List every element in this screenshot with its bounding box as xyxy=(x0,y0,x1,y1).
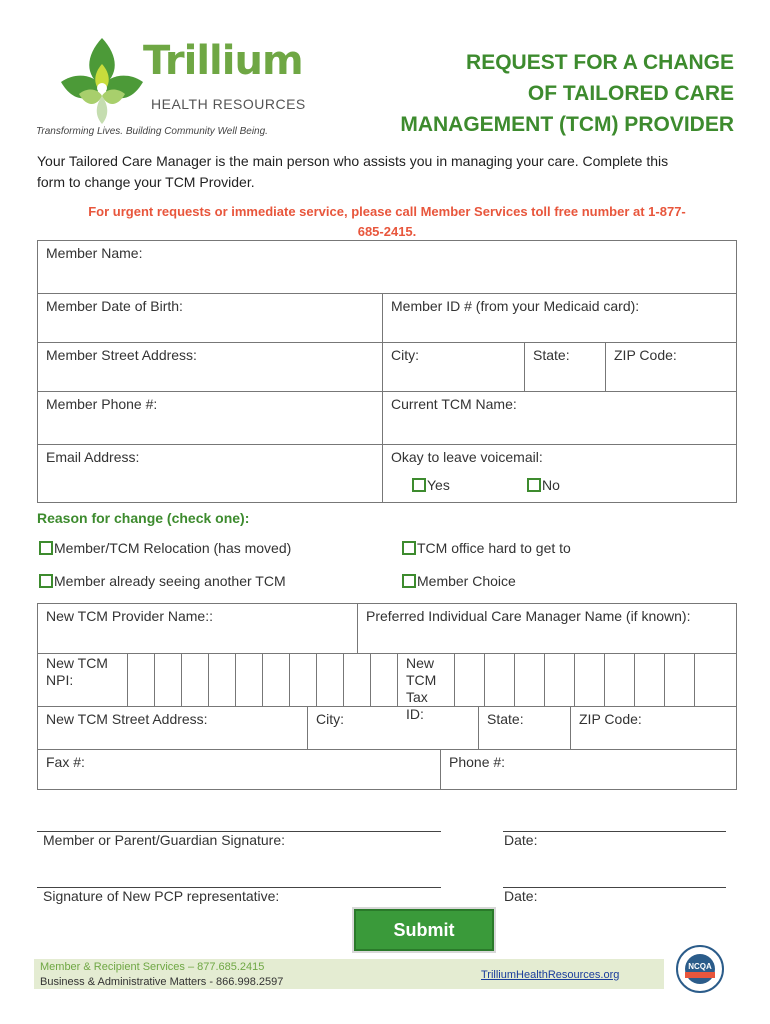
intro-line-2: form to change your TCM Provider. xyxy=(37,174,255,190)
logo-subtitle: HEALTH RESOURCES xyxy=(151,96,306,112)
npi-digit-10[interactable] xyxy=(370,653,398,707)
ncqa-seal-text: NCQA xyxy=(688,962,712,971)
taxid-label-1: New xyxy=(406,655,435,671)
urgent-notice xyxy=(37,202,737,242)
reason-option-another-tcm[interactable] xyxy=(39,573,286,589)
date2-label: Date: xyxy=(504,888,538,904)
new-phone-label: Phone #: xyxy=(449,754,506,770)
member-email-field[interactable] xyxy=(37,444,383,503)
member-state-field[interactable] xyxy=(524,342,606,392)
new-state-field[interactable] xyxy=(478,706,571,750)
npi-label-2: NPI: xyxy=(46,672,74,688)
npi-digit-2[interactable] xyxy=(154,653,182,707)
intro-line-1: Your Tailored Care Manager is the main person who assists you in managing your care. Complete this xyxy=(37,153,669,169)
intro-text xyxy=(37,151,737,193)
trillium-flower-icon xyxy=(55,34,150,126)
voicemail-yes-option[interactable] xyxy=(412,477,450,493)
care-manager-label: Preferred Individual Care Manager Name (if known): xyxy=(366,608,691,624)
footer-website-link[interactable]: TrilliumHealthResources.org xyxy=(481,969,620,981)
taxid-digit-7[interactable] xyxy=(634,653,665,707)
voicemail-no-label: No xyxy=(542,477,560,493)
voicemail-no-option[interactable] xyxy=(527,477,560,493)
member-signature-label: Member or Parent/Guardian Signature: xyxy=(43,832,286,848)
care-manager-field[interactable] xyxy=(357,603,737,654)
footer-business-matters: Business & Administrative Matters - 866.998.2597 xyxy=(40,976,284,988)
taxid-digit-5[interactable] xyxy=(574,653,605,707)
voicemail-yes-label: Yes xyxy=(427,477,450,493)
reason-choice-label: Member Choice xyxy=(417,573,516,589)
voicemail-yes-checkbox[interactable] xyxy=(412,478,426,492)
voicemail-no-checkbox[interactable] xyxy=(527,478,541,492)
urgent-line-1: For urgent requests or immediate service, please call Member Services toll free number at 1-877- xyxy=(88,204,686,219)
new-street-field[interactable] xyxy=(37,706,308,750)
voicemail-field xyxy=(382,444,737,503)
reason-another-tcm-checkbox[interactable] xyxy=(39,574,53,588)
reason-office-checkbox[interactable] xyxy=(402,541,416,555)
member-name-label: Member Name: xyxy=(46,245,143,261)
current-tcm-label: Current TCM Name: xyxy=(391,396,517,412)
taxid-label-cell xyxy=(397,653,455,722)
member-id-field[interactable] xyxy=(382,293,737,343)
reason-option-relocation[interactable] xyxy=(39,540,291,556)
taxid-digit-3[interactable] xyxy=(514,653,545,707)
member-zip-field[interactable] xyxy=(605,342,737,392)
taxid-digit-9[interactable] xyxy=(694,653,737,707)
member-zip-label: ZIP Code: xyxy=(614,347,677,363)
reason-choice-checkbox[interactable] xyxy=(402,574,416,588)
npi-digit-8[interactable] xyxy=(316,653,344,707)
member-name-field[interactable] xyxy=(37,240,737,294)
pcp-signature-label: Signature of New PCP representative: xyxy=(43,888,280,904)
npi-label-1: New TCM xyxy=(46,655,108,671)
taxid-digit-6[interactable] xyxy=(604,653,635,707)
member-city-field[interactable] xyxy=(382,342,525,392)
reason-relocation-label: Member/TCM Relocation (has moved) xyxy=(54,540,292,556)
new-provider-field[interactable] xyxy=(37,603,358,654)
logo-name: Trillium xyxy=(143,38,303,84)
new-fax-field[interactable] xyxy=(37,749,441,790)
title-line-2: OF TAILORED CARE xyxy=(527,82,734,105)
current-tcm-field[interactable] xyxy=(382,391,737,445)
date1-label: Date: xyxy=(504,832,538,848)
taxid-digit-8[interactable] xyxy=(664,653,695,707)
new-state-label: State: xyxy=(487,711,524,727)
reason-office-label: TCM office hard to get to xyxy=(417,540,571,556)
npi-digit-9[interactable] xyxy=(343,653,371,707)
taxid-digit-2[interactable] xyxy=(484,653,515,707)
npi-digit-1[interactable] xyxy=(127,653,155,707)
member-street-label: Member Street Address: xyxy=(46,347,197,363)
npi-digit-6[interactable] xyxy=(262,653,290,707)
npi-label-cell xyxy=(37,653,128,707)
reason-option-office[interactable] xyxy=(402,540,571,556)
member-email-label: Email Address: xyxy=(46,449,140,465)
taxid-label-3: Tax ID: xyxy=(406,689,428,722)
reason-header: Reason for change (check one): xyxy=(37,510,250,526)
member-phone-label: Member Phone #: xyxy=(46,396,158,412)
new-phone-field[interactable] xyxy=(440,749,737,790)
urgent-line-2: 685-2415. xyxy=(357,224,417,239)
title-line-3: MANAGEMENT (TCM) PROVIDER xyxy=(400,113,734,136)
new-street-label: New TCM Street Address: xyxy=(46,711,208,727)
voicemail-label: Okay to leave voicemail: xyxy=(391,449,543,465)
npi-digit-4[interactable] xyxy=(208,653,236,707)
taxid-digit-4[interactable] xyxy=(544,653,575,707)
submit-button[interactable]: Submit xyxy=(354,909,494,951)
reason-another-tcm-label: Member already seeing another TCM xyxy=(54,573,286,589)
logo-tagline: Transforming Lives. Building Community Well Being. xyxy=(36,126,268,137)
new-city-field[interactable] xyxy=(307,706,479,750)
taxid-label-2: TCM xyxy=(406,672,437,688)
member-dob-label: Member Date of Birth: xyxy=(46,298,183,314)
member-city-label: City: xyxy=(391,347,419,363)
new-provider-label: New TCM Provider Name:: xyxy=(46,608,214,624)
new-zip-label: ZIP Code: xyxy=(579,711,642,727)
npi-digit-7[interactable] xyxy=(289,653,317,707)
new-city-label: City: xyxy=(316,711,344,727)
member-street-field[interactable] xyxy=(37,342,383,392)
npi-digit-3[interactable] xyxy=(181,653,209,707)
member-id-label: Member ID # (from your Medicaid card): xyxy=(391,298,640,314)
footer-member-services: Member & Recipient Services – 877.685.2415 xyxy=(40,961,265,973)
new-zip-field[interactable] xyxy=(570,706,737,750)
member-phone-field[interactable] xyxy=(37,391,383,445)
page-title xyxy=(314,47,734,140)
new-fax-label: Fax #: xyxy=(46,754,85,770)
title-line-1: REQUEST FOR A CHANGE xyxy=(466,51,734,74)
reason-relocation-checkbox[interactable] xyxy=(39,541,53,555)
member-state-label: State: xyxy=(533,347,570,363)
reason-option-choice[interactable] xyxy=(402,573,516,589)
logo xyxy=(36,34,315,144)
taxid-digit-1[interactable] xyxy=(454,653,485,707)
npi-digit-5[interactable] xyxy=(235,653,263,707)
member-dob-field[interactable] xyxy=(37,293,383,343)
ncqa-seal xyxy=(675,944,725,994)
